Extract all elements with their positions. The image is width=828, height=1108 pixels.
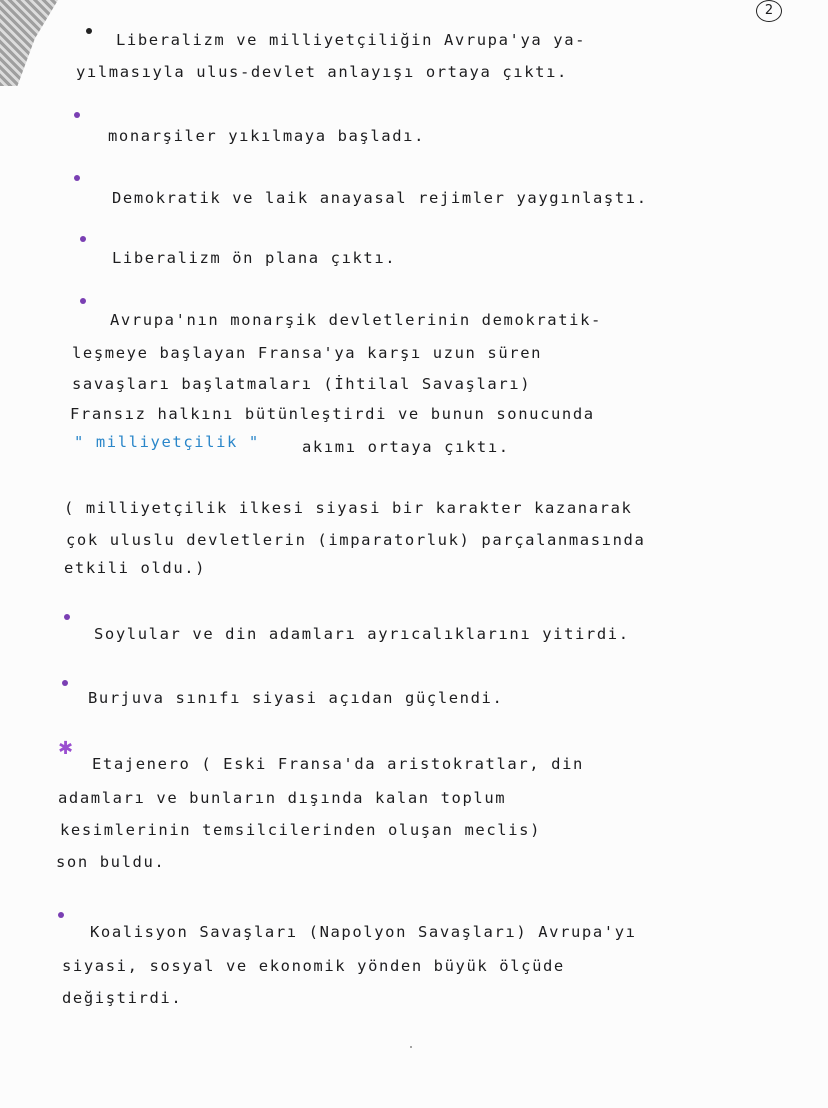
note-line: ( milliyetçilik ilkesi siyasi bir karakter kazanarak bbox=[64, 499, 633, 517]
page-number: 2 bbox=[756, 0, 782, 22]
note-line: Avrupa'nın monarşik devletlerinin demokratik- bbox=[110, 311, 602, 329]
note-line: leşmeye başlayan Fransa'ya karşı uzun süren bbox=[72, 344, 543, 362]
note-line: Fransız halkını bütünleştirdi ve bunun sonucunda bbox=[70, 405, 595, 423]
note-line: Demokratik ve laik anayasal rejimler yaygınlaştı. bbox=[112, 189, 648, 207]
note-line: Etajenero ( Eski Fransa'da aristokratlar, din bbox=[92, 755, 584, 773]
note-line: değiştirdi. bbox=[62, 989, 183, 1007]
note-line: Soylular ve din adamları ayrıcalıklarını yitirdi. bbox=[94, 625, 630, 643]
bullet-icon bbox=[64, 614, 70, 620]
note-line: etkili oldu.) bbox=[64, 559, 207, 577]
note-line: Liberalizm ve milliyetçiliğin Avrupa'ya ya- bbox=[116, 31, 587, 49]
note-line: Koalisyon Savaşları (Napolyon Savaşları) Avrupa'yı bbox=[90, 923, 637, 941]
star-icon: ✱ bbox=[58, 738, 74, 759]
paper-speck bbox=[410, 1046, 412, 1048]
spiral-binding-corner bbox=[0, 0, 58, 86]
bullet-icon bbox=[74, 112, 80, 118]
note-line: siyasi, sosyal ve ekonomik yönden büyük ölçüde bbox=[62, 957, 565, 975]
note-line: savaşları başlatmaları (İhtilal Savaşları) bbox=[72, 375, 532, 393]
bullet-icon bbox=[80, 236, 86, 242]
bullet-icon bbox=[62, 680, 68, 686]
note-line: adamları ve bunların dışında kalan toplum bbox=[58, 789, 507, 807]
note-line: çok uluslu devletlerin (imparatorluk) parçalanmasında bbox=[66, 531, 646, 549]
highlighted-term: " milliyetçilik " bbox=[74, 433, 260, 451]
note-line: Liberalizm ön plana çıktı. bbox=[112, 249, 397, 267]
note-line: kesimlerinin temsilcilerinden oluşan meclis) bbox=[60, 821, 541, 839]
note-line: yılmasıyla ulus-devlet anlayışı ortaya çıktı. bbox=[76, 63, 568, 81]
bullet-icon bbox=[58, 912, 64, 918]
note-line: akımı ortaya çıktı. bbox=[302, 438, 510, 456]
bullet-icon bbox=[86, 28, 92, 34]
note-line: Burjuva sınıfı siyasi açıdan güçlendi. bbox=[88, 689, 504, 707]
bullet-icon bbox=[80, 298, 86, 304]
bullet-icon bbox=[74, 175, 80, 181]
note-line: son buldu. bbox=[56, 853, 166, 871]
note-line: monarşiler yıkılmaya başladı. bbox=[108, 127, 426, 145]
